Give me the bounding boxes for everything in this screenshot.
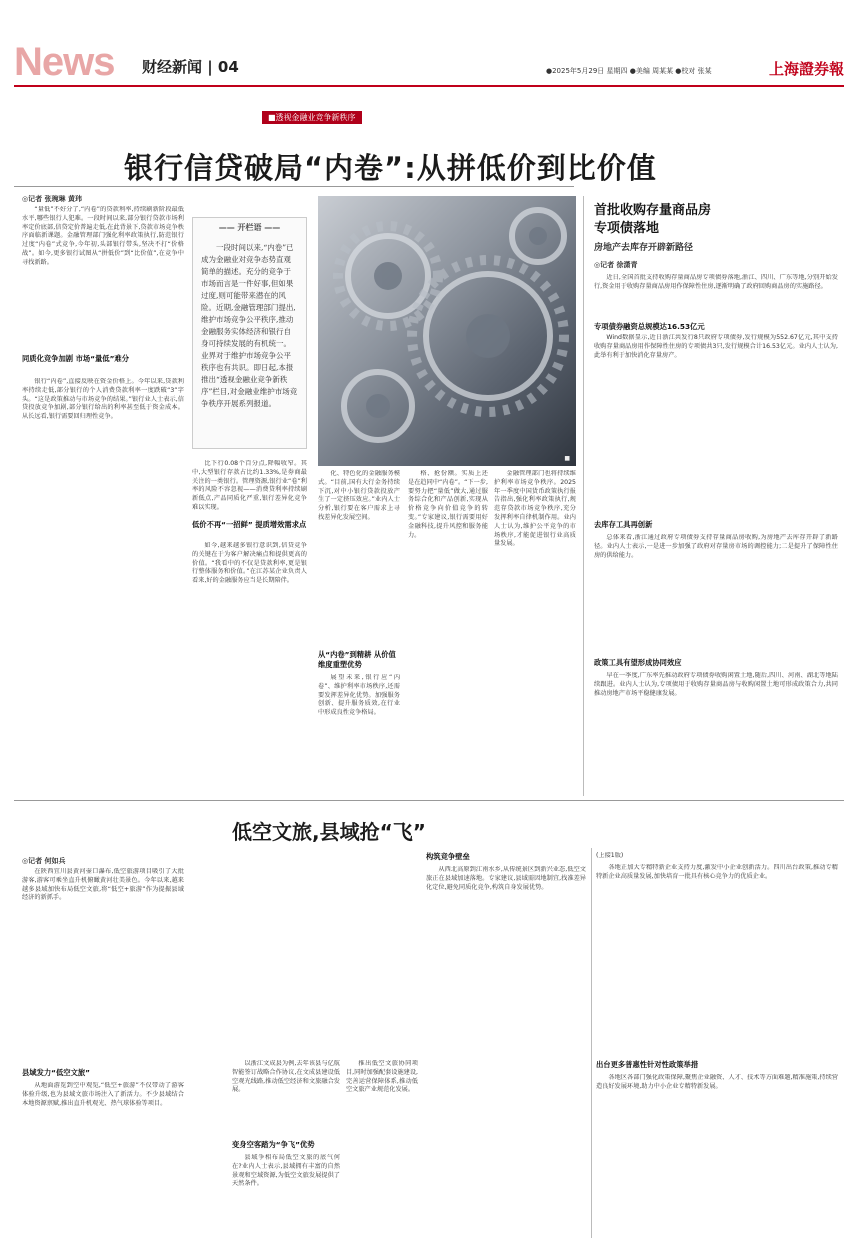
- side-subtitle: 房地产去库存开辟新路径: [594, 243, 694, 253]
- side-para-2: 总体来看,浙江通过政府专项债券支持存量商品房收购,为房地产去库存开辟了新路径。业内人士表示,一是进一步加强了政府对存量房市场的调控能力;二是提升了保障性住房的供给能力。: [594, 534, 838, 559]
- bottom-col5b: 各地区各部门强化政策保障,聚焦企业融资、人才、技术等方面难题,精准施策,持续营造良好发展环境,助力中小企业专精特新发展。: [596, 1074, 838, 1090]
- top-col1: “量低”不好分了,“内卷”的贷款利率,持续刷新阶段最低水平,哪些银行人犯难。一段时间以来,部分银行贷款市场利率定价底部,信贷定价普遍走低,在此背景下,贷款市场竞争秩序面临新课题。金融管理部门强化利率政策执行,防范银行过度“内卷”式竞争,今年初,头部银行带头,坚决不打“价格战”。如今,更多银行试图从“拼低价”到“比价值”,在竞争中寻找新路。: [22, 206, 184, 266]
- issue-info: ●2025年5月29日 星期四 ●美编 周某某 ●校对 张某: [546, 67, 712, 75]
- top-col4b: 金融管理部门也将持续维护利率市场竞争秩序。2025年一季度中国货币政策执行报告指出,强化利率政策执行,规范存贷款市场竞争秩序,充分发挥利率自律机制作用。业内人士认为,维护公平竞争的市场秩序,才能促进银行业高质量发展。: [494, 470, 576, 548]
- bottom-col3: 推出低空文旅协同项目,同时加强配套设施建设,完善运营保障体系,推动低空文旅产业规范化发展。: [346, 1060, 418, 1094]
- top-subhead-1: 同质化竞争加剧 市场“量低”难分: [22, 354, 129, 363]
- bottom-col5-tag: (上接1版): [596, 852, 624, 859]
- top-col4: 格、抢份额。实质上还是在趋同中“内卷”。“下一步,要努力把“量低”做大,通过服务综合化和产品创新,实现从价格竞争向价值竞争的转变。”专家建议,银行需要用好金融科技,提升风控和服务能力。: [408, 470, 488, 539]
- news-photo: [318, 196, 576, 466]
- bottom-col4: 从西北高原到江南水乡,从传统景区到新兴业态,低空文旅正在县域加速落地。专家建议,县域需因地制宜,找准差异化定位,避免同质化竞争,构筑自身发展优势。: [426, 866, 586, 891]
- side-para-3: 早在一季度,广东率先推动政府专项债券收购闲置土地,随后,四川、河南、湖北等地陆续跟进。业内人士认为,专项债用于收购存量商品房与收购闲置土地可形成政策合力,共同推动房地产市场平稳健康发展。: [594, 672, 838, 697]
- bottom-col2: 以浙江文成县为例,去年该县与亿航智能签订战略合作协议,在文成县建设低空观光线路,推动低空经济和文旅融合发展。: [232, 1060, 340, 1094]
- column-intro-box: [192, 217, 307, 449]
- top-col1b: 银行“内卷”,直接反映在资金价格上。今年以来,贷款利率持续走低,部分银行的个人消费贷款利率一度跌破“3”字头。“这是政策推动与市场竞争的结果。”银行业人士表示,信贷投放竞争加剧,部分银行给出的利率甚至低于资金成本。从长远看,银行需要回归理性竞争。: [22, 378, 184, 421]
- bottom-headline: 低空文旅,县域抢“飞”: [232, 820, 426, 844]
- bottom-subhead-1: 县域发力“低空文旅”: [22, 1068, 90, 1077]
- side-subhead-3: 政策工具有望形成协同效应: [594, 658, 682, 667]
- bottom-col1b: 从地面游览到空中观览,“低空+旅游”不仅带动了游客体验升级,也为县域文旅市场注入了新活力。不少县域结合本地资源禀赋,推出直升机观光、热气球体验等项目。: [22, 1082, 184, 1107]
- section-divider: [14, 800, 844, 801]
- column-kicker: ■透视金融业竞争新秩序: [262, 111, 362, 124]
- side-subhead-1: 专项债券融资总规模达16.53亿元: [594, 322, 705, 331]
- bottom-subhead-5: 出台更多普惠性针对性政策举措: [596, 1060, 699, 1069]
- side-para-1: Wind数据显示,近日浙江共发行8只政府专项债券,发行规模为552.67亿元,其中支持收购存量商品房用作保障性住房的专项债共3只,发行规模合计16.53亿元。业内人士认为,此举有利于加快消化存量房产。: [594, 334, 838, 359]
- bottom-col5: 各地正加大专精特新企业支持力度,激发中小企业创新活力。四川出台政策,推动专精特新企业高质量发展,加快培育一批具有核心竞争力的优质企业。: [596, 864, 838, 880]
- top-col2: 比下行0.08个百分点,降幅收窄。其中,大型银行存款占比约1.33%,是券商最关注的一类银行。管理资源,银行业“卷”利率的风险不容忽视——消费贷利率持续刷新低点,产品同质化严重,银行差异化竞争难以实现。: [192, 460, 307, 511]
- column-divider: [583, 196, 584, 796]
- top-col3: 化、特色化的金融服务模式。“目前,国有大行金务持续下沉,对中小银行贷款投放产生了一定挤压效应。”业内人士分析,银行要在客户需求上寻找差异化发展空间。: [318, 470, 400, 521]
- side-subhead-2: 去库存工具再创新: [594, 520, 653, 529]
- top-byline: ◎记者 张琬琳 黄玮: [22, 195, 82, 203]
- top-col3b: 展望未来,银行应“内卷”、维护利率市场秩序,还需要发挥差异化优势。加强服务创新、提升服务质效,在行业中形成良性竞争格局。: [318, 674, 400, 717]
- bottom-col1: 在陕西宜川县黄河壶口瀑布,低空旅游项目吸引了大批游客,游客可乘坐直升机俯瞰黄河壮美景色。今年以来,越来越多县域加快布局低空文旅,将“低空+旅游”作为提振县域经济的新抓手。: [22, 868, 184, 902]
- bottom-col2b: 县域争相布局低空文旅的底气何在?业内人士表示,县域拥有丰富的自然景观和空域资源,为低空文旅发展提供了天然条件。: [232, 1154, 340, 1188]
- masthead: [14, 40, 844, 84]
- top-headline: 银行信贷破局“内卷”:从拼低价到比价值: [124, 151, 657, 185]
- intro-text: 一段时间以来,“内卷”已成为金融业对竞争态势直观简单的描述。充分的竞争于市场而言是一件好事,但如果过度,则可能带来潜在的风险。近期,金融管理部门提出,维护市场竞争公平秩序,推动金融服务实体经济和银行自身可持续发展的有机统一。业界对于维护市场竞争公平秩序也有共识。即日起,本报推出“透视金融业竞争新秩序”栏目,对金融业维护市场竞争秩序开展系列报道。: [201, 243, 298, 408]
- side-title-line1: 首批收购存量商品房: [594, 203, 712, 218]
- paper-logo: 上海證券報: [768, 60, 844, 78]
- photo-caption: ■: [564, 455, 570, 462]
- bottom-column-divider: [591, 848, 592, 1238]
- top-subhead-2: 低价不再“一招鲜” 提质增效需求点: [192, 520, 307, 529]
- section-name: 财经新闻 | 04: [142, 58, 239, 76]
- headline-rule: [14, 186, 574, 187]
- gears-illustration: [318, 196, 576, 466]
- side-lead: 近日,全国首批支持收购存量商品房专项债券落地,浙江、四川、广东等地,分别开始发行,资金用于收购存量商品房用作保障性住房,逐渐明确了政府回购商品房的实施路径。: [594, 274, 838, 290]
- bottom-subhead-2: 变身空客踏为“争飞”优势: [232, 1140, 315, 1149]
- intro-title: —— 开栏语 ——: [218, 223, 281, 232]
- bottom-byline: ◎记者 何如兵: [22, 857, 66, 865]
- side-byline: ◎记者 徐潇青: [594, 261, 638, 269]
- top-col2b: 如今,越来越多银行意识到,信贷竞争的关键在于为客户解决痛点和提供更高的价值。“我看中的不仅是贷款利率,更是银行整体服务和价值。”在江苏某企业负责人看来,好的金融服务应当是长期陪伴。: [192, 542, 307, 585]
- bottom-subhead-3: 构筑竞争壁垒: [426, 852, 470, 861]
- side-title-line2: 专项债落地: [594, 221, 660, 236]
- top-subhead-3: 从“内卷”到精耕 从价值维度重塑优势: [318, 650, 396, 669]
- masthead-rule: [14, 85, 844, 87]
- news-logo: News: [14, 40, 115, 84]
